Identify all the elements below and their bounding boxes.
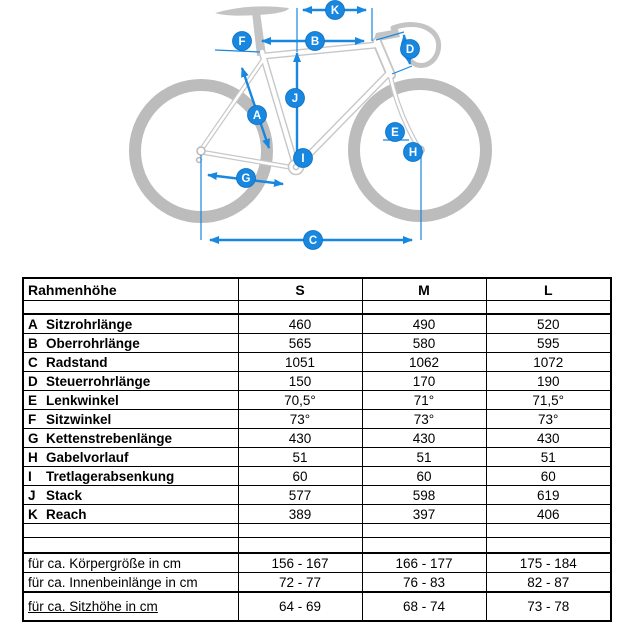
geometry-row-c [23, 353, 611, 372]
frame [201, 42, 420, 168]
badge-letter-g: G [241, 173, 251, 186]
fit-label: für ca. Innenbeinlänge in cm [28, 574, 198, 590]
badge-letter-e: E [391, 127, 399, 140]
table-title: Rahmenhöhe [23, 278, 238, 301]
value-cell: 73° [238, 410, 362, 429]
saddle [215, 6, 289, 15]
fit-label-cell [23, 573, 238, 593]
value-cell: 1072 [486, 353, 611, 372]
value-cell: 580 [362, 334, 486, 353]
badge-letter-c: C [308, 235, 318, 248]
geometry-row-i [23, 467, 611, 486]
spacer-cell [362, 524, 486, 538]
row-key: H [28, 449, 38, 465]
badge-letter-d: D [405, 44, 415, 57]
row-key: A [28, 316, 38, 332]
value-cell: 73 - 78 [486, 592, 611, 621]
row-label-cell [23, 372, 238, 391]
value-cell: 82 - 87 [486, 573, 611, 593]
geometry-row-d [23, 372, 611, 391]
bike-diagram-svg [0, 0, 633, 270]
row-label-cell [23, 448, 238, 467]
spacer-cell [23, 301, 238, 315]
value-cell: 150 [238, 372, 362, 391]
column-header-m: M [362, 278, 486, 301]
spacer-cell [362, 538, 486, 554]
row-label-cell [23, 486, 238, 505]
table-header-row [23, 278, 611, 301]
value-cell: 598 [362, 486, 486, 505]
badge-letter-j: J [291, 93, 299, 106]
value-cell: 64 - 69 [238, 592, 362, 621]
row-key: I [28, 468, 32, 484]
row-label: Lenkwinkel [46, 392, 119, 408]
row-label: Oberrohrlänge [46, 335, 140, 351]
value-cell: 73° [486, 410, 611, 429]
badge-letter-k: K [330, 5, 340, 18]
row-key: E [28, 392, 38, 408]
geometry-row-g [23, 429, 611, 448]
spacer-cell [486, 301, 611, 315]
spacer-row [23, 524, 611, 538]
value-cell: 72 - 77 [238, 573, 362, 593]
badge-letter-f: F [238, 36, 246, 49]
column-header-l: L [486, 278, 611, 301]
row-label-cell [23, 429, 238, 448]
spacer-cell [486, 538, 611, 554]
spacer-cell [238, 538, 362, 554]
value-cell: 51 [362, 448, 486, 467]
geometry-row-j [23, 486, 611, 505]
row-key: J [28, 487, 36, 503]
badge-letter-i: I [301, 153, 305, 166]
value-cell: 577 [238, 486, 362, 505]
value-cell: 190 [486, 372, 611, 391]
spacer-row [23, 301, 611, 315]
badge-letter-h: H [408, 147, 418, 160]
row-key: D [28, 373, 38, 389]
row-key: C [28, 354, 38, 370]
value-cell: 406 [486, 505, 611, 524]
head-tube-bottom-reference [392, 66, 412, 74]
value-cell: 166 - 177 [362, 553, 486, 573]
row-label: Radstand [46, 354, 108, 370]
value-cell: 60 [238, 467, 362, 486]
value-cell: 68 - 74 [362, 592, 486, 621]
chainstay-inner [201, 152, 295, 168]
value-cell: 430 [362, 429, 486, 448]
value-cell: 70,5° [238, 391, 362, 410]
fit-row-0 [23, 553, 611, 573]
value-cell: 60 [362, 467, 486, 486]
row-label-cell [23, 505, 238, 524]
row-label: Sitzwinkel [46, 411, 112, 427]
rear-hub [197, 147, 205, 155]
value-cell: 397 [362, 505, 486, 524]
value-cell: 430 [486, 429, 611, 448]
value-cell: 76 - 83 [362, 573, 486, 593]
row-label-cell [23, 467, 238, 486]
fit-label-cell [23, 592, 238, 621]
value-cell: 490 [362, 314, 486, 334]
value-cell: 520 [486, 314, 611, 334]
value-cell: 595 [486, 334, 611, 353]
row-label: Gabelvorlauf [46, 449, 129, 465]
seat-angle-reference [215, 50, 260, 52]
fit-label: für ca. Sitzhöhe in cm [28, 599, 158, 614]
spacer-cell [238, 524, 362, 538]
value-cell: 1051 [238, 353, 362, 372]
row-label-cell [23, 314, 238, 334]
value-cell: 51 [238, 448, 362, 467]
geometry-row-f [23, 410, 611, 429]
value-cell: 60 [486, 467, 611, 486]
spacer-cell [238, 301, 362, 315]
fit-label-cell [23, 553, 238, 573]
spacer-row [23, 538, 611, 554]
value-cell: 71,5° [486, 391, 611, 410]
value-cell: 51 [486, 448, 611, 467]
row-label-cell [23, 391, 238, 410]
fit-label: für ca. Körpergröße in cm [28, 555, 182, 571]
down-tube-inner [298, 73, 389, 166]
row-label: Steuerrohrlänge [46, 373, 151, 389]
row-key: F [28, 411, 37, 427]
row-label-cell [23, 334, 238, 353]
geometry-row-h [23, 448, 611, 467]
value-cell: 565 [238, 334, 362, 353]
value-cell: 430 [238, 429, 362, 448]
value-cell: 460 [238, 314, 362, 334]
spacer-cell [362, 301, 486, 315]
geometry-row-k [23, 505, 611, 524]
value-cell: 389 [238, 505, 362, 524]
geometry-row-e [23, 391, 611, 410]
value-cell: 71° [362, 391, 486, 410]
badge-letter-b: B [310, 36, 320, 49]
geometry-table [22, 277, 612, 622]
value-cell: 170 [362, 372, 486, 391]
row-key: K [28, 506, 38, 522]
value-cell: 73° [362, 410, 486, 429]
value-cell: 619 [486, 486, 611, 505]
geometry-row-b [23, 334, 611, 353]
spacer-cell [23, 524, 238, 538]
badge-letter-a: A [252, 110, 262, 123]
bike-geometry-diagram [0, 0, 633, 270]
value-cell: 156 - 167 [238, 553, 362, 573]
spacer-cell [23, 538, 238, 554]
row-label: Tretlagerabsenkung [46, 468, 175, 484]
value-cell: 1062 [362, 353, 486, 372]
row-key: G [28, 430, 39, 446]
row-label: Sitzrohrlänge [46, 316, 133, 332]
row-label-cell [23, 410, 238, 429]
row-key: B [28, 335, 38, 351]
spacer-cell [486, 524, 611, 538]
row-label: Reach [46, 506, 87, 522]
fit-row-1 [23, 573, 611, 593]
row-label: Kettenstrebenlänge [46, 430, 173, 446]
geometry-row-a [23, 314, 611, 334]
value-cell: 175 - 184 [486, 553, 611, 573]
fit-row-2 [23, 592, 611, 621]
row-label: Stack [46, 487, 83, 503]
row-label-cell [23, 353, 238, 372]
column-header-s: S [238, 278, 362, 301]
